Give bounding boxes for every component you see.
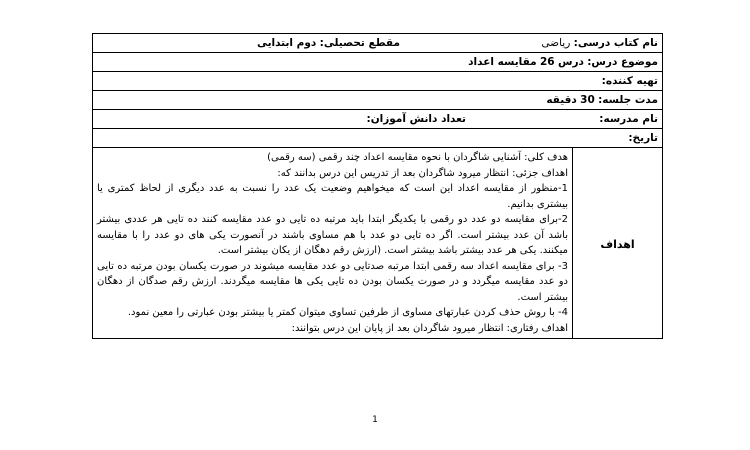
topic-prefix: درس [557,56,584,68]
goal-item-2: 2-برای مقایسه دو عدد دو رقمی با یکدیگر ابتدا باید مرتبه ده تایی دو عدد مقایسه کنند ده تایی هر عددی بیشتر باشد آن عدد بیشتر است. اگر ده تایی دو عدد با هم مساوی باشند در آنصورت یکی های دو عدد را با مقایسه میکنند. یکی هر عدد بیشتر باشد بیشتر است. (ارزش رقم دهگان از یکان بیشتر است. [97,214,568,256]
book-value: ریاضی [541,37,571,49]
topic-value: مقایسه اعداد [468,56,537,68]
duration-number: 30 [580,94,595,106]
grade-label: مقطع تحصیلی: [319,37,400,49]
book-label: نام کتاب درسی: [573,37,658,49]
goals-label-cell [573,148,663,339]
topic-label: موضوع درس: [587,56,658,68]
goal-item-1: 1-منظور از مقایسه اعداد این است که میخواهیم وضعیت یک عدد را نسبت به عدد دیگری از لحاظ کمتری یا بیشتری بدانیم. [97,183,568,210]
page-number: 1 [372,415,378,425]
lesson-plan-table [92,33,663,339]
row-topic [93,53,663,72]
row-goals [93,148,663,339]
row-school [93,110,663,129]
goal-item-4: 4- با روش حذف کردن عبارتهای مساوی از طرفین تساوی میتوان کمتر یا بیشتر بودن عبارتی را معین نمود. [127,307,568,318]
date-label: تاریخ: [628,132,658,144]
students-label: تعداد دانش آموزان: [366,113,466,125]
preparer-label: تهیه کننده: [601,75,658,87]
goal-general: هدف کلی: آشنایی شاگردان با نحوه مقایسه اعداد چند رقمی (سه رقمی) [267,152,568,163]
grade-value: دوم ابتدایی [256,37,317,49]
row-duration [93,91,663,110]
school-label: نام مدرسه: [599,113,658,125]
row-preparer [93,72,663,91]
row-book [93,34,663,53]
lesson-number: 26 [540,56,555,68]
goals-content [93,148,573,339]
duration-label: مدت جلسه: [598,94,658,106]
row-date [93,129,663,148]
goal-item-3: 3- برای مقایسه اعداد سه رقمی ابتدا مرتبه صدتایی دو عدد مقایسه میشوند در صورت یکسان بودن مرتبه ده تایی دو عدد مقایسه میگردد و در صورت یکسان بودن ده تایی یکی ها مقایسه میگردند. ارزش رقم صدگان از دهگان بیشتر است. [97,260,568,303]
goal-partial: اهداف جزئی: انتظار میرود شاگردان بعد از تدریس این درس بدانند که: [277,167,568,179]
goal-behavioral: اهداف رفتاری: انتظار میرود شاگردان بعد از پایان این درس بتوانند: [291,322,568,334]
goals-label: اهداف [600,237,635,251]
duration-unit: دقیقه [546,94,577,106]
